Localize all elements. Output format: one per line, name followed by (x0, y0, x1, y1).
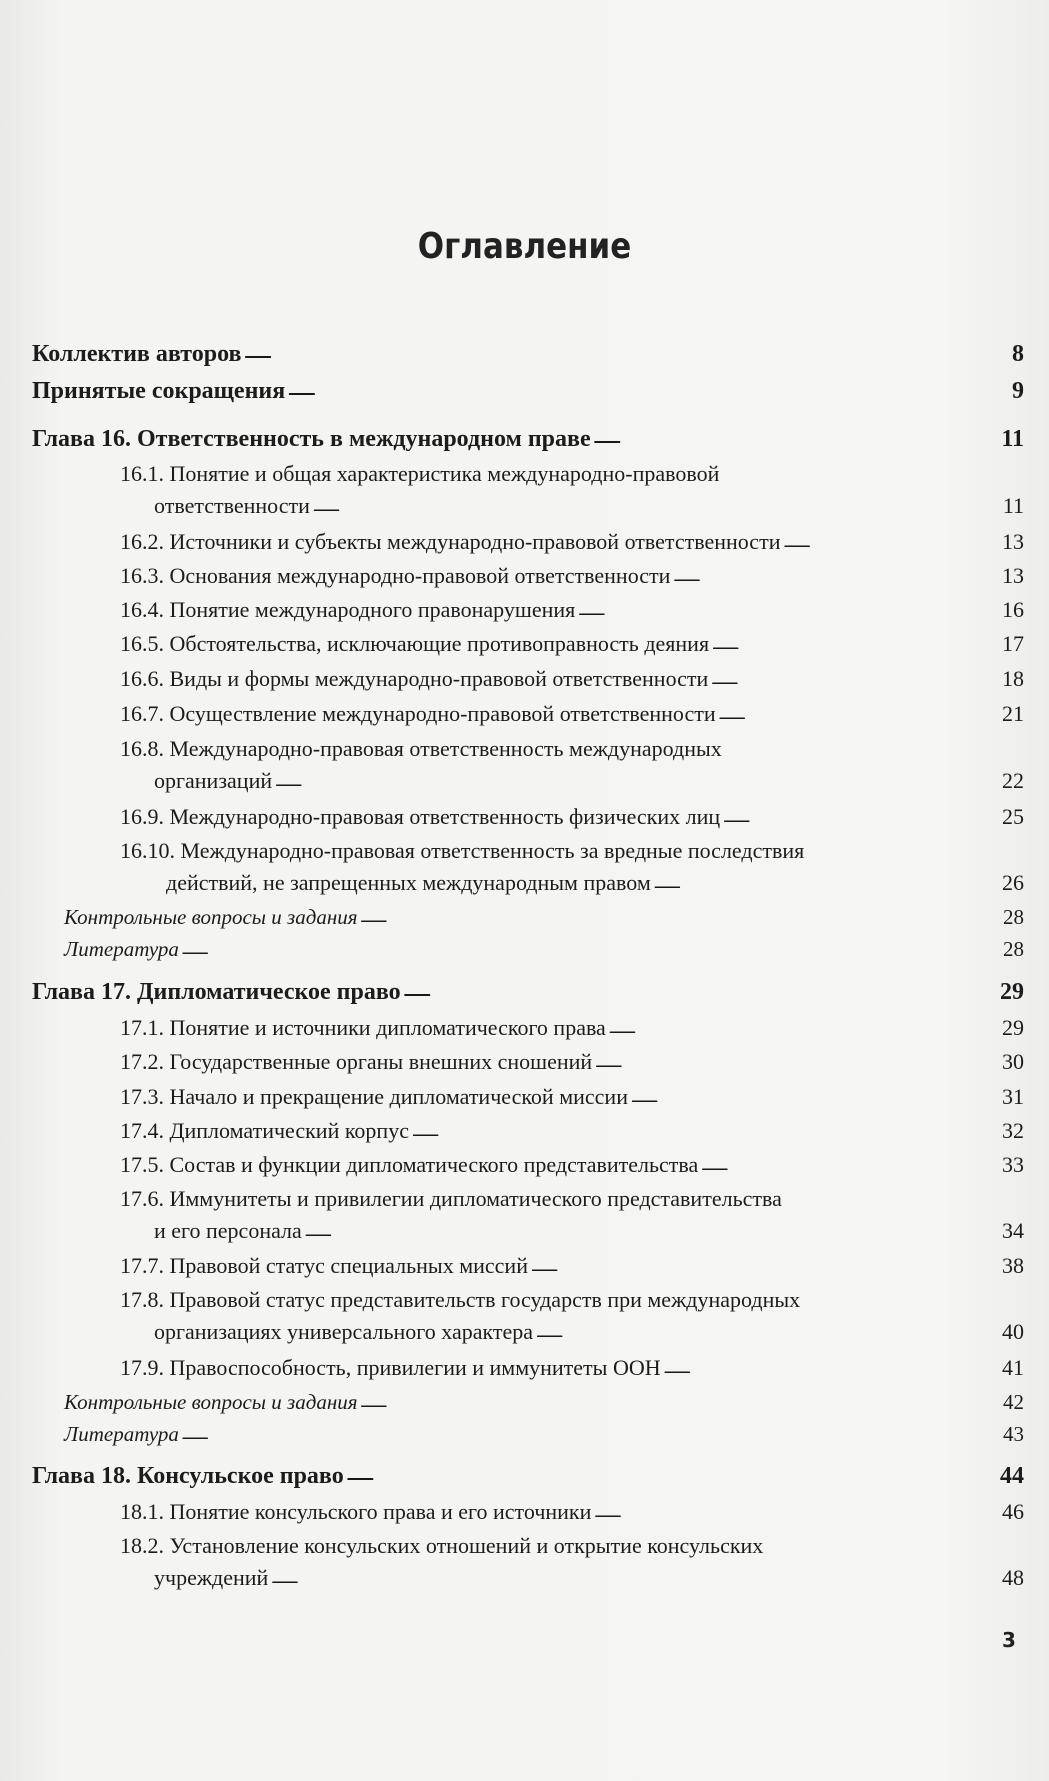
toc-page-number: 17 (1002, 631, 1024, 656)
toc-entry-title: Принятые сокращения (32, 378, 286, 404)
toc-entry-title: 16.6. Виды и формы международно-правовой ответственности (120, 666, 709, 691)
toc-entry-title: 17.1. Понятие и источники дипломатического права (120, 1015, 606, 1040)
toc-entry[interactable] (120, 663, 1024, 695)
toc-page-number: 11 (1001, 426, 1024, 452)
toc-entry[interactable] (120, 835, 1024, 899)
toc-leader (712, 631, 998, 660)
toc-entry-title: Глава 17. Дипломатическое право (32, 979, 401, 1005)
toc-entry[interactable] (64, 933, 1024, 965)
toc-entry-title-continued: организаций (154, 768, 273, 793)
toc-leader (631, 1084, 998, 1113)
toc-leader (305, 1218, 998, 1247)
toc-leader (347, 1461, 996, 1492)
toc-page-number: 33 (1002, 1152, 1024, 1177)
toc-page-number: 31 (1002, 1084, 1024, 1109)
toc-page-number: 46 (1002, 1499, 1024, 1524)
toc-entry[interactable] (120, 1012, 1024, 1044)
toc-page-number: 16 (1002, 597, 1024, 622)
toc-entry-title: Контрольные вопросы и задания (64, 905, 358, 929)
toc-page-number: 28 (1003, 937, 1024, 961)
toc-leader (701, 1152, 998, 1181)
toc-entry-title: 16.10. Международно-правовая ответственность за вредные последствия (120, 838, 805, 863)
toc-entry[interactable] (32, 375, 1024, 407)
toc-entry-title: 16.7. Осуществление международно-правовой ответственности (120, 701, 716, 726)
toc-leader (594, 1499, 998, 1528)
toc-entry-title: Литература (64, 937, 179, 961)
toc-entry[interactable] (120, 560, 1024, 592)
toc-leader (664, 1355, 998, 1384)
toc-leader (271, 1565, 998, 1594)
toc-entry[interactable] (120, 733, 1024, 797)
toc-entry-title: 16.8. Международно-правовая ответственность международных (120, 736, 722, 761)
toc-leader (594, 424, 998, 455)
toc-entry-title: 17.6. Иммунитеты и привилегии дипломатического представительства (120, 1186, 782, 1211)
toc-entry[interactable] (120, 1081, 1024, 1113)
toc-entry-title: 17.4. Дипломатический корпус (120, 1118, 409, 1143)
page-number: 3 (1002, 1628, 1016, 1652)
toc-entry-title-continued: ответственности (154, 493, 310, 518)
toc-entry[interactable] (64, 901, 1024, 933)
toc-page-number: 8 (1012, 341, 1024, 367)
toc-leader (578, 597, 998, 626)
toc-entry[interactable] (32, 976, 1024, 1008)
toc-entry[interactable] (32, 423, 1024, 455)
toc-entry[interactable] (120, 1115, 1024, 1147)
toc-leader (609, 1015, 998, 1044)
toc-page-number: 34 (1002, 1218, 1024, 1243)
toc-entry-title-continued: учреждений (154, 1565, 269, 1590)
toc-entry[interactable] (120, 801, 1024, 833)
toc-entry[interactable] (120, 1183, 1024, 1247)
toc-leader (412, 1118, 998, 1147)
toc-entry-title: Коллектив авторов (32, 341, 242, 367)
toc-entry[interactable] (32, 1460, 1024, 1492)
toc-leader (182, 937, 999, 965)
toc-page-number: 40 (1002, 1319, 1024, 1344)
toc-leader (536, 1319, 998, 1348)
toc-entry-title: Литература (64, 1422, 179, 1446)
toc-entry[interactable] (120, 1530, 1024, 1594)
toc-page-number: 28 (1003, 905, 1024, 929)
toc-entry-title: 17.2. Государственные органы внешних сношений (120, 1049, 593, 1074)
toc-entry-title: 16.5. Обстоятельства, исключающие противоправность деяния (120, 631, 710, 656)
toc-page-number: 21 (1002, 701, 1024, 726)
toc-entry[interactable] (64, 1386, 1024, 1418)
toc-entry-title: 16.9. Международно-правовая ответственность физических лиц (120, 804, 721, 829)
toc-page-number: 43 (1003, 1422, 1024, 1446)
toc-page-number: 18 (1002, 666, 1024, 691)
toc-entry-title: 18.1. Понятие консульского права и его источники (120, 1499, 592, 1524)
toc-leader (711, 666, 998, 695)
toc-leader (723, 804, 998, 833)
toc-leader (404, 977, 996, 1008)
toc-page-number: 9 (1012, 378, 1024, 404)
toc-entry-title: 16.4. Понятие международного правонарушения (120, 597, 576, 622)
toc-entry-title: 16.1. Понятие и общая характеристика международно-правовой (120, 461, 720, 486)
toc-leader (361, 1390, 999, 1418)
toc-leader (673, 563, 998, 592)
toc-entry[interactable] (120, 594, 1024, 626)
toc-leader (244, 339, 1008, 370)
toc-entry-title: 18.2. Установление консульских отношений и открытие консульских (120, 1533, 764, 1558)
toc-entry-title: 16.2. Источники и субъекты международно-правовой ответственности (120, 529, 781, 554)
toc-leader (719, 701, 998, 730)
toc-page-number: 22 (1002, 768, 1024, 793)
toc-entry[interactable] (120, 526, 1024, 558)
toc-entry-title: 16.3. Основания международно-правовой ответственности (120, 563, 671, 588)
toc-leader (182, 1422, 999, 1450)
toc-entry[interactable] (120, 698, 1024, 730)
toc-entry-title: Глава 16. Ответственность в международном праве (32, 426, 591, 452)
toc-entry[interactable] (120, 628, 1024, 660)
toc-leader (313, 493, 999, 522)
toc-page-number: 42 (1003, 1390, 1024, 1414)
toc-entry-title-continued: и его персонала (154, 1218, 302, 1243)
toc-entry-title: 17.3. Начало и прекращение дипломатической миссии (120, 1084, 628, 1109)
toc-leader (654, 870, 998, 899)
toc-entry[interactable] (120, 1149, 1024, 1181)
toc-page-number: 29 (1000, 979, 1024, 1005)
toc-leader (783, 529, 998, 558)
toc-entry[interactable] (120, 458, 1024, 522)
toc-leader (275, 768, 998, 797)
toc-entry[interactable] (120, 1496, 1024, 1528)
toc-entry[interactable] (120, 1046, 1024, 1078)
toc-entry[interactable] (120, 1250, 1024, 1282)
toc-entry[interactable] (120, 1352, 1024, 1384)
toc-entry-title: Контрольные вопросы и задания (64, 1390, 358, 1414)
toc-entry-title: 17.5. Состав и функции дипломатического представительства (120, 1152, 699, 1177)
toc-page-number: 29 (1002, 1015, 1024, 1040)
toc-entry-title: 17.8. Правовой статус представительств государств при международных (120, 1287, 801, 1312)
toc-page-number: 32 (1002, 1118, 1024, 1143)
toc-page-number: 13 (1002, 529, 1024, 554)
page-title: Оглавление (417, 226, 632, 267)
toc-page-number: 30 (1002, 1049, 1024, 1074)
toc-page-number: 38 (1002, 1253, 1024, 1278)
toc-page-number: 41 (1002, 1355, 1024, 1380)
toc-page-number: 13 (1002, 563, 1024, 588)
toc-page-number: 11 (1002, 493, 1024, 518)
toc-leader (361, 905, 999, 933)
toc-entry-title-continued: организациях универсального характера (154, 1319, 534, 1344)
toc-entry-title: Глава 18. Консульское право (32, 1463, 344, 1489)
toc-leader (531, 1253, 998, 1282)
toc-page-number: 44 (1000, 1463, 1024, 1489)
toc-page-number: 26 (1002, 870, 1024, 895)
toc-entry-title: 17.7. Правовой статус специальных миссий (120, 1253, 528, 1278)
toc-entry-title-continued: действий, не запрещенных международным правом (166, 870, 651, 895)
toc-page-number: 48 (1002, 1565, 1024, 1590)
toc-leader (595, 1049, 998, 1078)
toc-entry[interactable] (120, 1284, 1024, 1348)
toc-entry[interactable] (32, 338, 1024, 370)
toc-leader (288, 376, 1008, 407)
toc-entry-title: 17.9. Правоспособность, привилегии и иммунитеты ООН (120, 1355, 661, 1380)
toc-page-number: 25 (1002, 804, 1024, 829)
toc-entry[interactable] (64, 1418, 1024, 1450)
